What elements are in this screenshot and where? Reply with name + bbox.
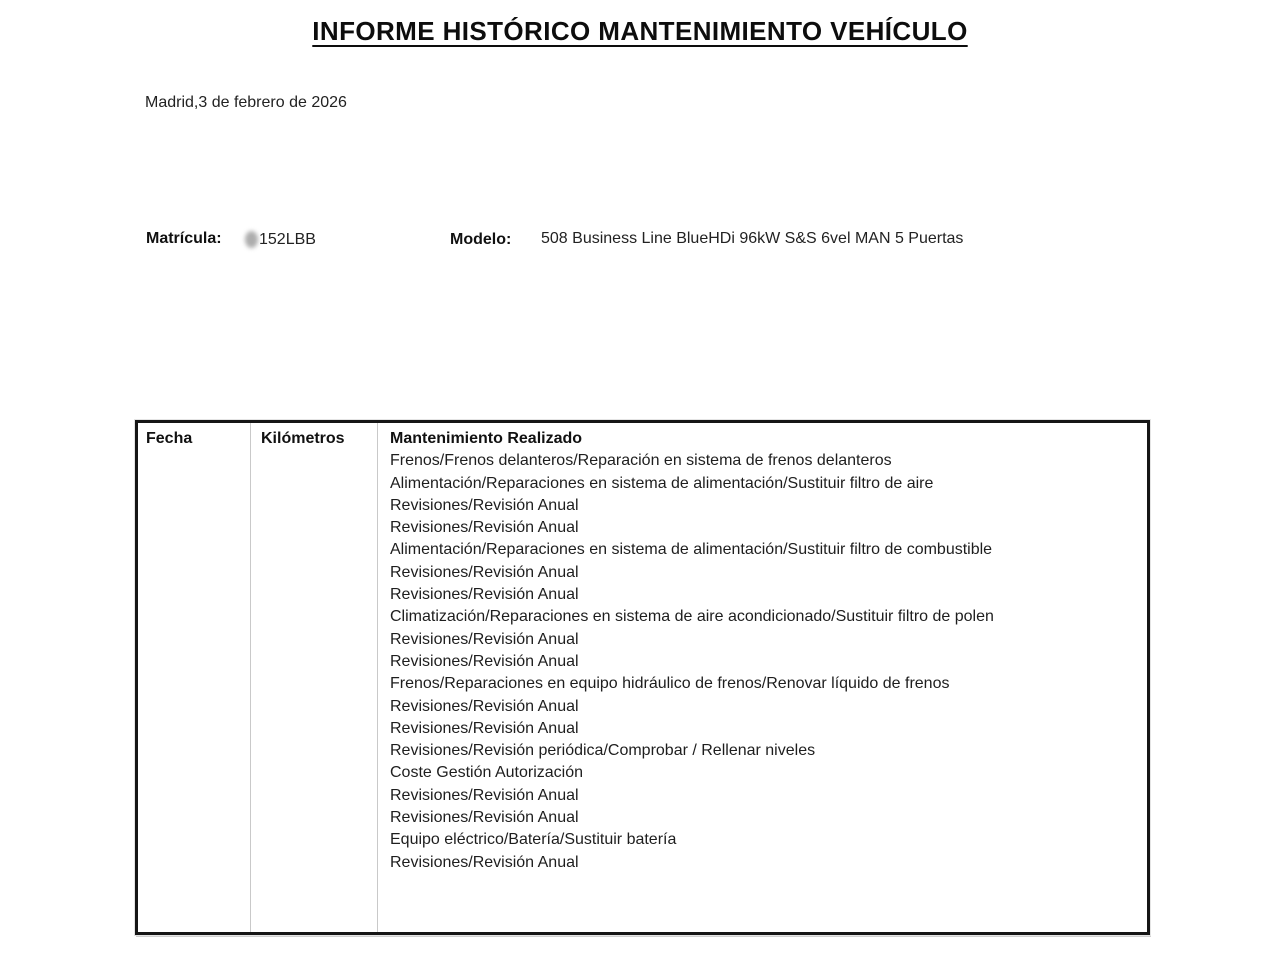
maintenance-item: Alimentación/Reparaciones en sistema de alimentación/Sustituir filtro de combustible [390, 541, 993, 559]
maintenance-table [135, 420, 1150, 935]
title-row [0, 16, 1280, 47]
maintenance-item: Coste Gestión Autorización [390, 764, 583, 782]
maintenance-item: Revisiones/Revisión Anual [390, 586, 579, 604]
header-fecha: Fecha [146, 430, 193, 447]
modelo-value: 508 Business Line BlueHDi 96kW S&S 6vel MAN 5 Puertas [541, 230, 964, 247]
maintenance-item: Revisiones/Revisión Anual [390, 652, 579, 670]
maintenance-item: Revisiones/Revisión Anual [390, 496, 579, 514]
matricula-value [245, 231, 316, 249]
document-title: INFORME HISTÓRICO MANTENIMIENTO VEHÍCULO [312, 16, 968, 46]
header-mantenimiento: Mantenimiento Realizado [390, 430, 583, 447]
maintenance-list [390, 450, 1017, 874]
column-kilometros [251, 423, 378, 932]
maintenance-item: Revisiones/Revisión Anual [390, 630, 579, 648]
maintenance-item: Revisiones/Revisión Anual [390, 697, 579, 715]
date-line: Madrid,3 de febrero de 2026 [145, 94, 347, 111]
maintenance-item: Frenos/Reparaciones en equipo hidráulico de frenos/Renovar líquido de frenos [390, 675, 950, 693]
maintenance-item: Revisiones/Revisión Anual [390, 719, 579, 737]
maintenance-item: Revisiones/Revisión periódica/Comprobar / Rellenar niveles [390, 742, 816, 760]
column-fecha [138, 423, 251, 932]
maintenance-item: Revisiones/Revisión Anual [390, 853, 579, 871]
matricula-label: Matrícula: [146, 230, 222, 247]
maintenance-item: Revisiones/Revisión Anual [390, 563, 579, 581]
maintenance-item: Revisiones/Revisión Anual [390, 786, 579, 804]
header-kilometros: Kilómetros [261, 430, 345, 447]
redacted-character [245, 231, 258, 248]
maintenance-item: Frenos/Frenos delanteros/Reparación en sistema de frenos delanteros [390, 452, 892, 470]
maintenance-item: Revisiones/Revisión Anual [390, 809, 579, 827]
maintenance-item: Equipo eléctrico/Batería/Sustituir batería [390, 831, 677, 849]
modelo-label: Modelo: [450, 231, 512, 248]
matricula-text: 152LBB [259, 231, 316, 248]
maintenance-item: Climatización/Reparaciones en sistema de aire acondicionado/Sustituir filtro de polen [390, 608, 994, 626]
column-mantenimiento [378, 423, 1147, 932]
maintenance-item: Revisiones/Revisión Anual [390, 519, 579, 537]
maintenance-item: Alimentación/Reparaciones en sistema de alimentación/Sustituir filtro de aire [390, 474, 934, 492]
